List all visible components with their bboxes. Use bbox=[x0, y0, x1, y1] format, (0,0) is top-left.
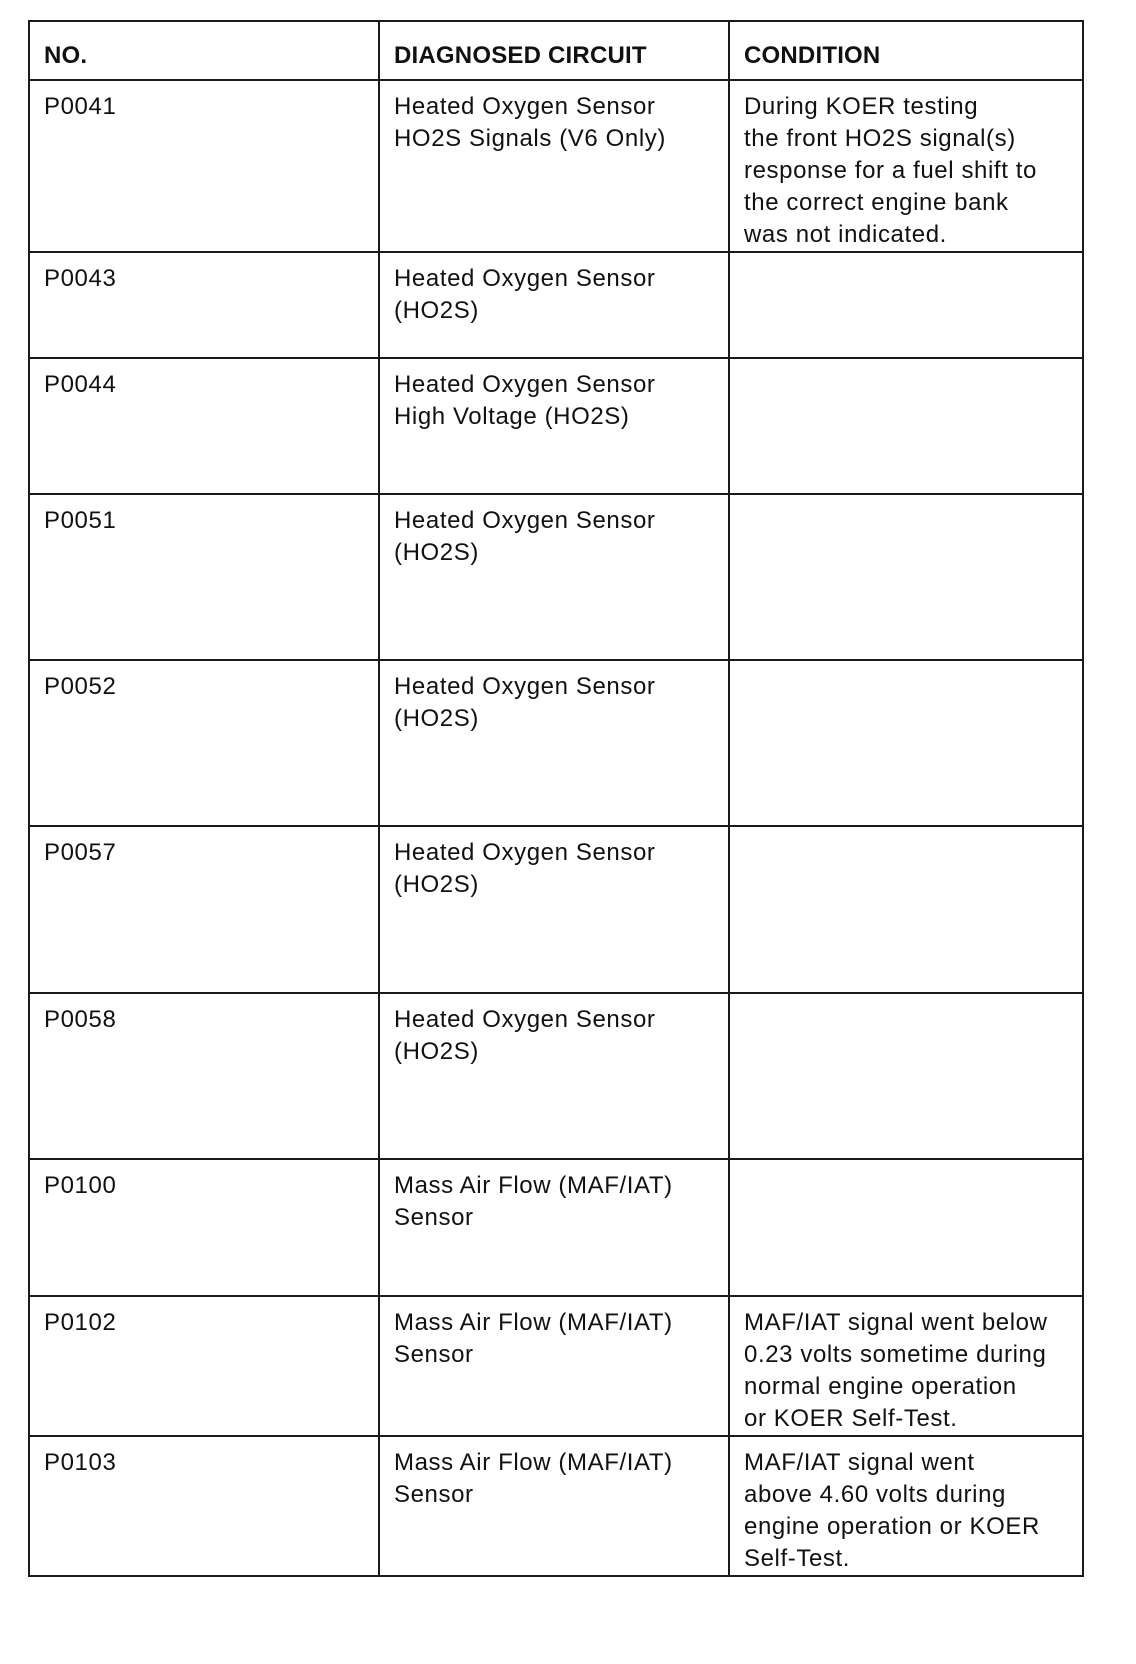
condition-line: the correct engine bank bbox=[744, 189, 1009, 216]
circuit-line: High Voltage (HO2S) bbox=[394, 403, 630, 430]
table-row bbox=[29, 358, 1083, 494]
row-code: P0103 bbox=[29, 1436, 379, 1576]
table-row bbox=[29, 826, 1083, 993]
circuit-line: (HO2S) bbox=[394, 1038, 479, 1065]
row-condition bbox=[729, 358, 1083, 494]
row-circuit bbox=[379, 494, 729, 660]
table-row bbox=[29, 1159, 1083, 1296]
table-row bbox=[29, 993, 1083, 1159]
circuit-line: Sensor bbox=[394, 1481, 474, 1508]
row-circuit bbox=[379, 80, 729, 252]
row-condition bbox=[729, 1296, 1083, 1436]
condition-line: the front HO2S signal(s) bbox=[744, 125, 1016, 152]
condition-line: During KOER testing bbox=[744, 93, 979, 120]
circuit-line: Mass Air Flow (MAF/IAT) bbox=[394, 1309, 673, 1336]
row-condition bbox=[729, 252, 1083, 358]
row-circuit bbox=[379, 993, 729, 1159]
row-circuit bbox=[379, 358, 729, 494]
row-circuit bbox=[379, 252, 729, 358]
row-code: P0052 bbox=[29, 660, 379, 826]
row-condition bbox=[729, 993, 1083, 1159]
condition-line: or KOER Self-Test. bbox=[744, 1405, 958, 1432]
row-code: P0102 bbox=[29, 1296, 379, 1436]
table-row bbox=[29, 1296, 1083, 1436]
table-row bbox=[29, 494, 1083, 660]
row-code: P0057 bbox=[29, 826, 379, 993]
circuit-line: Heated Oxygen Sensor bbox=[394, 673, 656, 700]
circuit-line: Heated Oxygen Sensor bbox=[394, 93, 656, 120]
row-condition bbox=[729, 1436, 1083, 1576]
circuit-line: Heated Oxygen Sensor bbox=[394, 265, 656, 292]
row-circuit bbox=[379, 1436, 729, 1576]
table-row bbox=[29, 660, 1083, 826]
circuit-line: Heated Oxygen Sensor bbox=[394, 507, 656, 534]
table-row bbox=[29, 1436, 1083, 1576]
condition-line: MAF/IAT signal went below bbox=[744, 1309, 1048, 1336]
circuit-line: Sensor bbox=[394, 1341, 474, 1368]
circuit-line: Heated Oxygen Sensor bbox=[394, 371, 656, 398]
row-code: P0058 bbox=[29, 993, 379, 1159]
circuit-line: Heated Oxygen Sensor bbox=[394, 839, 656, 866]
row-circuit bbox=[379, 826, 729, 993]
condition-line: above 4.60 volts during bbox=[744, 1481, 1006, 1508]
row-condition bbox=[729, 1159, 1083, 1296]
circuit-line: Mass Air Flow (MAF/IAT) bbox=[394, 1172, 673, 1199]
condition-line: engine operation or KOER bbox=[744, 1513, 1040, 1540]
circuit-line: (HO2S) bbox=[394, 871, 479, 898]
circuit-line: Mass Air Flow (MAF/IAT) bbox=[394, 1449, 673, 1476]
condition-line: response for a fuel shift to bbox=[744, 157, 1037, 184]
table-row bbox=[29, 252, 1083, 358]
row-condition bbox=[729, 826, 1083, 993]
condition-line: was not indicated. bbox=[744, 221, 947, 248]
row-condition bbox=[729, 494, 1083, 660]
condition-line: MAF/IAT signal went bbox=[744, 1449, 975, 1476]
row-code: P0041 bbox=[29, 80, 379, 252]
circuit-line: (HO2S) bbox=[394, 539, 479, 566]
table-row bbox=[29, 80, 1083, 252]
table-header-row bbox=[29, 21, 1083, 80]
row-circuit bbox=[379, 1159, 729, 1296]
row-code: P0051 bbox=[29, 494, 379, 660]
circuit-line: HO2S Signals (V6 Only) bbox=[394, 125, 666, 152]
circuit-line: (HO2S) bbox=[394, 705, 479, 732]
circuit-line: Sensor bbox=[394, 1204, 474, 1231]
condition-line: 0.23 volts sometime during bbox=[744, 1341, 1047, 1368]
circuit-line: (HO2S) bbox=[394, 297, 479, 324]
row-code: P0043 bbox=[29, 252, 379, 358]
row-circuit bbox=[379, 1296, 729, 1436]
condition-line: Self-Test. bbox=[744, 1545, 851, 1572]
condition-line: normal engine operation bbox=[744, 1373, 1017, 1400]
dtc-table bbox=[28, 20, 1084, 1577]
header-condition: CONDITION bbox=[729, 21, 1083, 80]
circuit-line: Heated Oxygen Sensor bbox=[394, 1006, 656, 1033]
row-code: P0100 bbox=[29, 1159, 379, 1296]
row-code: P0044 bbox=[29, 358, 379, 494]
header-diagnosed-circuit: DIAGNOSED CIRCUIT bbox=[379, 21, 729, 80]
row-circuit bbox=[379, 660, 729, 826]
row-condition bbox=[729, 80, 1083, 252]
row-condition bbox=[729, 660, 1083, 826]
header-no: NO. bbox=[29, 21, 379, 80]
